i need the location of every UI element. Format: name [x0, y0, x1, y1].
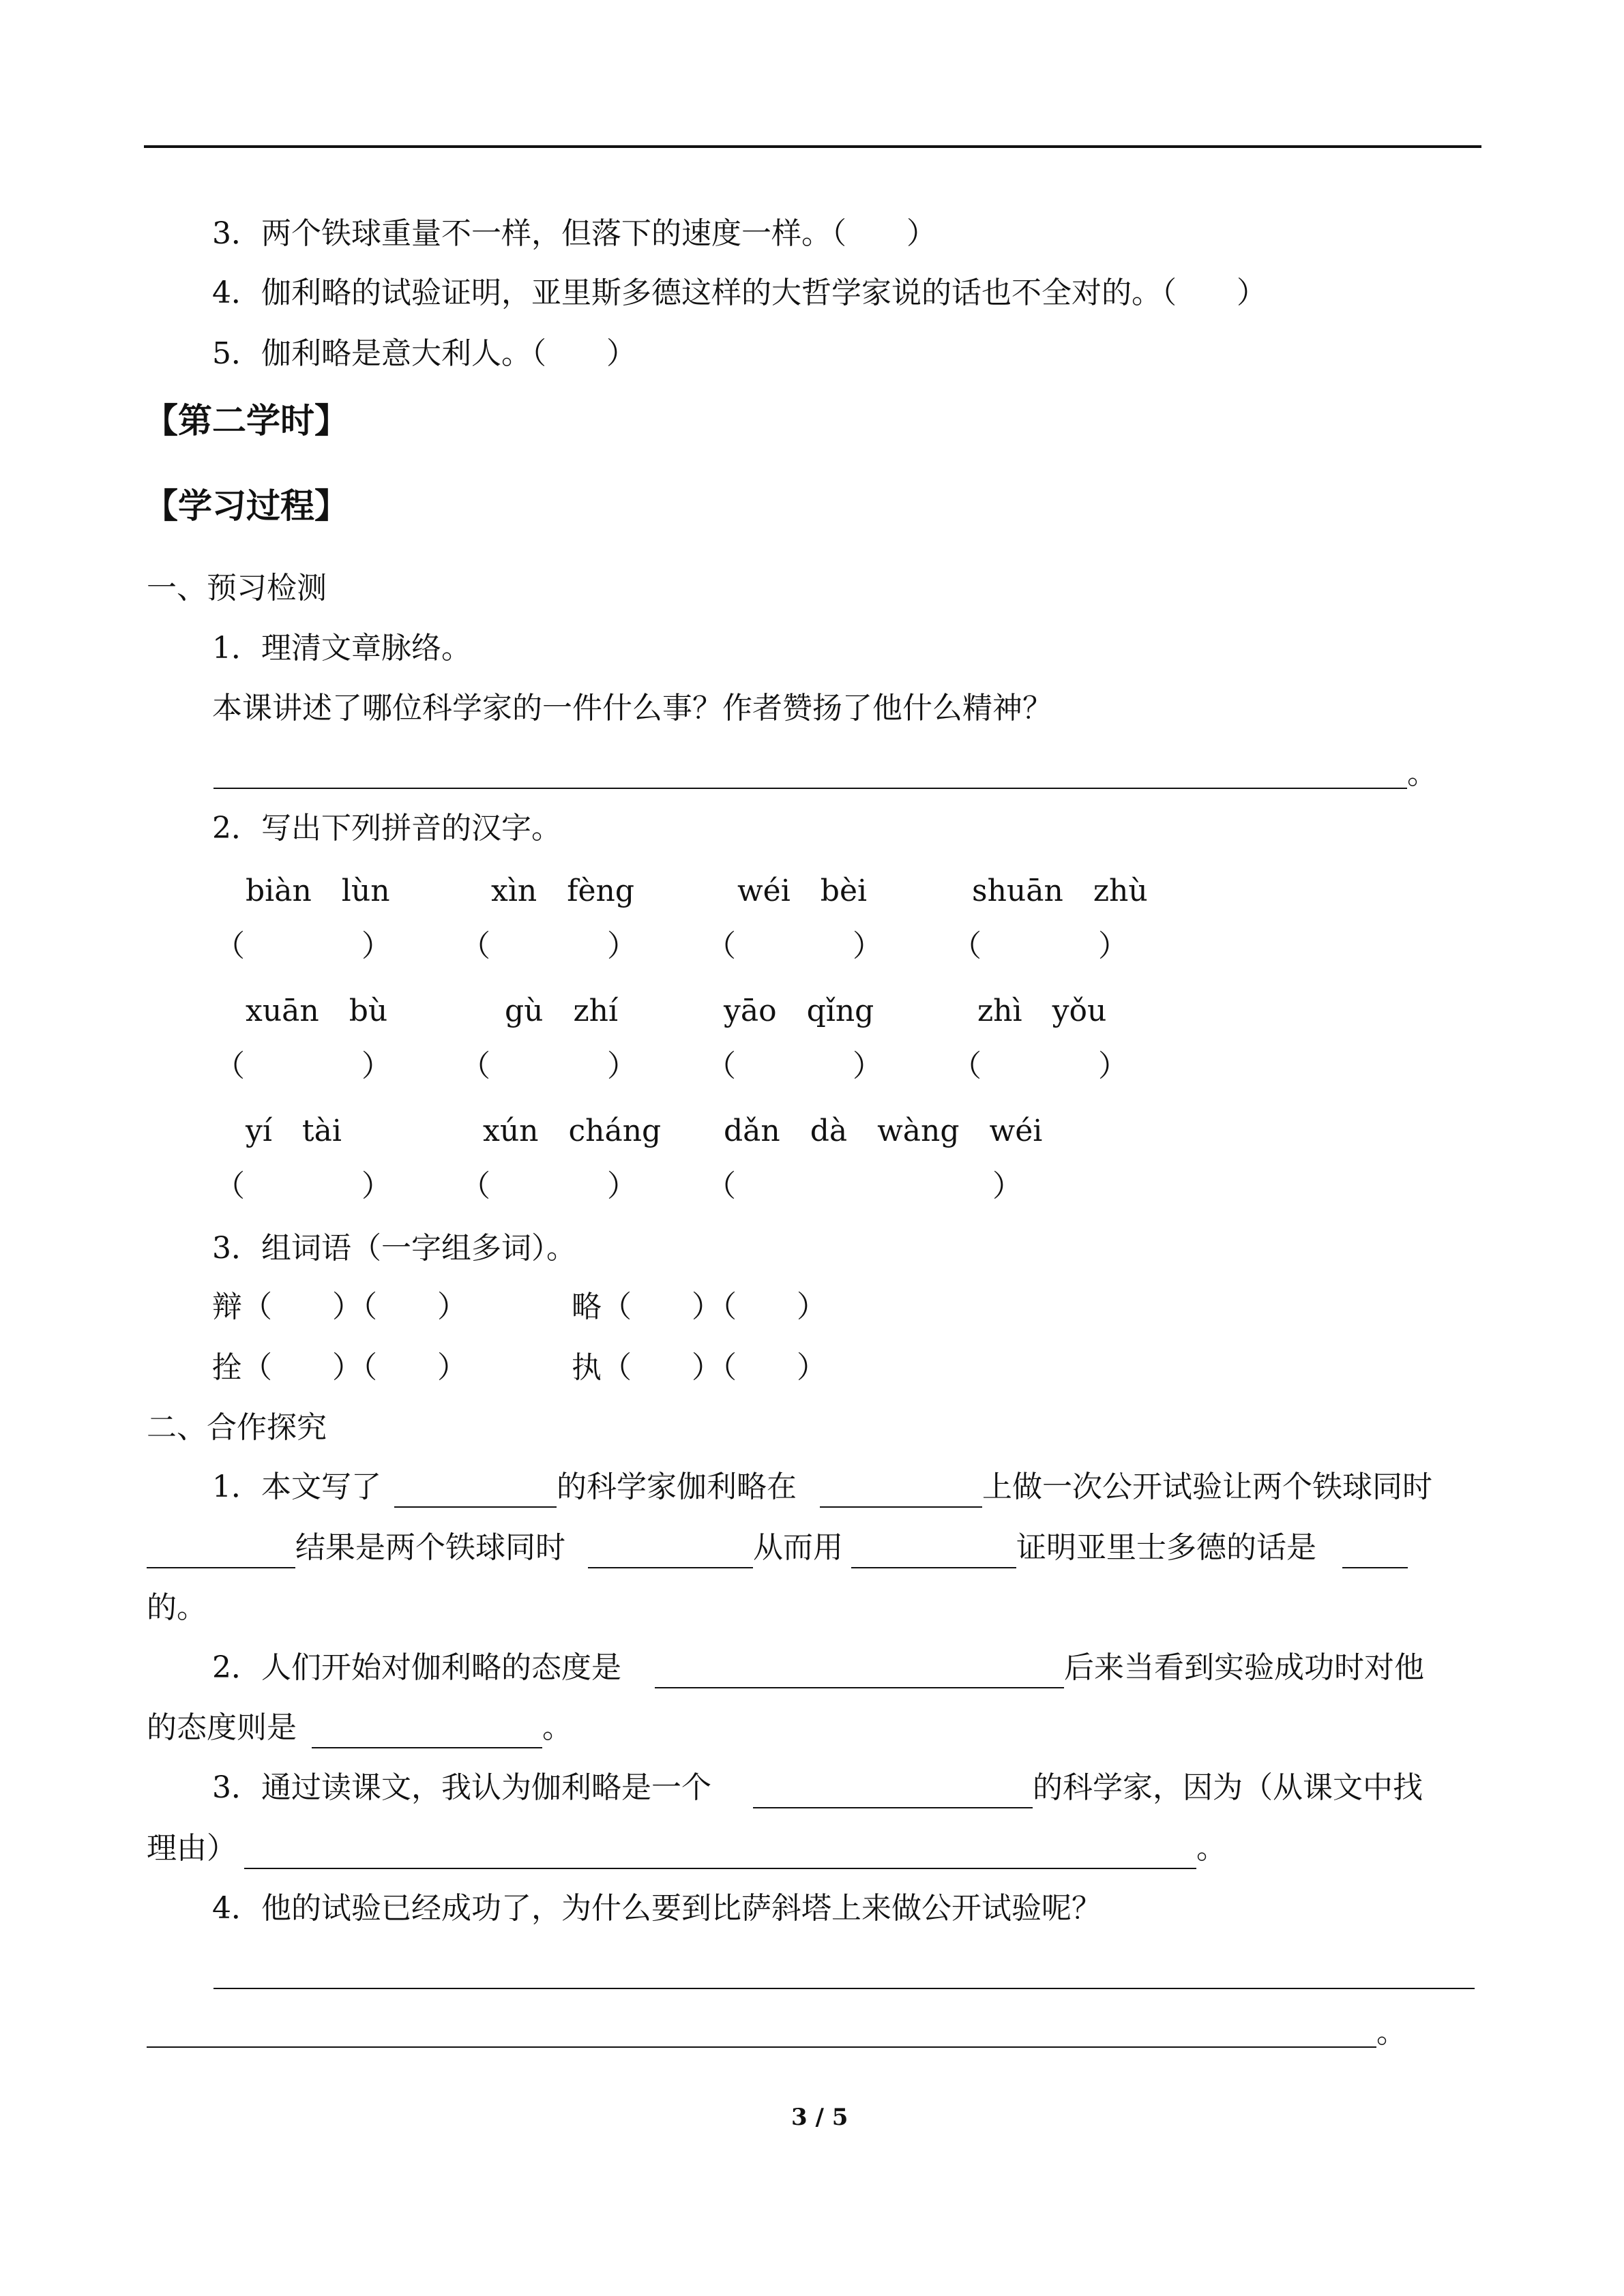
page-number: 3 / 5 [791, 2104, 848, 2131]
blank-q2-a [655, 1687, 1064, 1688]
answer-period-q1: 。 [1407, 756, 1437, 791]
words-shuan: 拴（ ）（ ） [212, 1350, 467, 1385]
section1-title: 一、预习检测 [147, 571, 327, 606]
words-zhi: 执（ ）（ ） [572, 1350, 827, 1385]
paren-open: （ [215, 1049, 245, 1084]
answer-period-q4: 。 [1376, 2015, 1406, 2050]
words-bian: 辩（ ）（ ） [212, 1289, 467, 1324]
paren-close: ） [1098, 929, 1128, 964]
paren-close: ） [1098, 1049, 1128, 1084]
blank-q1-f [1342, 1567, 1408, 1568]
s2-q1-part7: 的。 [147, 1590, 207, 1625]
s2-q3-part4: 。 [1196, 1831, 1226, 1866]
blank-q3-a [753, 1807, 1033, 1808]
paren-close: ） [607, 1049, 637, 1084]
paren-open: （ [460, 929, 490, 964]
paren-open: （ [460, 1049, 490, 1084]
heading-lesson: 【第二学时】 [144, 400, 349, 441]
pinyin-xuanbu: xuān bù [246, 994, 388, 1028]
answer-line-q1 [213, 788, 1407, 789]
pinyin-xinfeng: xìn fèng [491, 874, 635, 908]
paren-close: ） [853, 1049, 883, 1084]
answer-line-q4-1 [213, 1988, 1475, 1989]
blank-q1-d [588, 1567, 753, 1568]
s1-q3-title: 3．组词语（一字组多词）。 [212, 1231, 576, 1266]
blank-q3-b [244, 1868, 1196, 1869]
s2-q2-part2: 后来当看到实验成功时对他 [1064, 1650, 1424, 1685]
words-lue: 略（ ）（ ） [572, 1289, 827, 1324]
blank-q1-a [394, 1506, 557, 1508]
s2-q2-part4: 。 [542, 1710, 572, 1745]
s2-q2-part1: 2．人们开始对伽利略的态度是 [212, 1650, 621, 1685]
paren-open: （ [706, 1049, 736, 1084]
pinyin-yaoqing: yāo qǐng [724, 994, 874, 1028]
paren-close: ） [992, 1169, 1022, 1204]
paren-open: （ [215, 1169, 245, 1204]
judge-item-5: 5．伽利略是意大利人。（ ） [212, 336, 636, 371]
paren-open: （ [215, 929, 245, 964]
s2-q1-part5: 从而用 [753, 1530, 843, 1565]
section2-title: 二、合作探究 [147, 1410, 327, 1445]
paren-open: （ [951, 1049, 981, 1084]
s2-q1-part2: 的科学家伽利略在 [557, 1470, 797, 1504]
s1-q1-title: 1．理清文章脉络。 [212, 631, 471, 666]
blank-q2-b [312, 1747, 542, 1748]
s2-q1-part1: 1．本文写了 [212, 1470, 381, 1504]
s2-q1-part4: 结果是两个铁球同时 [295, 1530, 565, 1565]
pinyin-yitai: yí tài [246, 1114, 342, 1148]
pinyin-xunchang: xún cháng [483, 1114, 662, 1148]
answer-line-q4-2 [147, 2046, 1376, 2048]
s2-q1-part6: 证明亚里士多德的话是 [1016, 1530, 1316, 1565]
judge-item-4: 4．伽利略的试验证明，亚里斯多德这样的大哲学家说的话也不全对的。（ ） [212, 275, 1267, 310]
s2-q4-text: 4．他的试验已经成功了，为什么要到比萨斜塔上来做公开试验呢？ [212, 1891, 1102, 1926]
pinyin-dandawangwei: dǎn dà wàng wéi [724, 1114, 1043, 1148]
paren-open: （ [951, 929, 981, 964]
pinyin-bianlun: biàn lùn [246, 874, 390, 908]
pinyin-guzhi: gù zhí [505, 994, 619, 1028]
judge-item-3: 3．两个铁球重量不一样，但落下的速度一样。（ ） [212, 216, 936, 251]
pinyin-weibei: wéi bèi [737, 874, 868, 908]
blank-q1-b [820, 1506, 982, 1508]
header-rule [144, 145, 1481, 148]
paren-open: （ [706, 1169, 736, 1204]
paren-close: ） [607, 1169, 637, 1204]
paren-close: ） [361, 929, 392, 964]
heading-process: 【学习过程】 [144, 486, 349, 526]
blank-q1-e [851, 1567, 1016, 1568]
s1-q1-prompt: 本课讲述了哪位科学家的一件什么事？作者赞扬了他什么精神？ [212, 691, 1052, 726]
s2-q3-part1: 3．通过读课文，我认为伽利略是一个 [212, 1770, 711, 1805]
paren-close: ） [361, 1169, 392, 1204]
s2-q3-part2: 的科学家，因为（从课文中找 [1033, 1770, 1423, 1805]
blank-q1-c [147, 1567, 295, 1568]
paren-open: （ [706, 929, 736, 964]
s2-q3-part3: 理由） [147, 1831, 237, 1866]
pinyin-zhiyou: zhì yǒu [977, 994, 1107, 1028]
paren-close: ） [361, 1049, 392, 1084]
s2-q2-part3: 的态度则是 [147, 1710, 297, 1745]
s1-q2-title: 2．写出下列拼音的汉字。 [212, 811, 561, 846]
s2-q1-part3: 上做一次公开试验让两个铁球同时 [982, 1470, 1432, 1504]
paren-close: ） [607, 929, 637, 964]
paren-close: ） [853, 929, 883, 964]
paren-open: （ [460, 1169, 490, 1204]
pinyin-shuanzhu: shuān zhù [972, 874, 1148, 908]
